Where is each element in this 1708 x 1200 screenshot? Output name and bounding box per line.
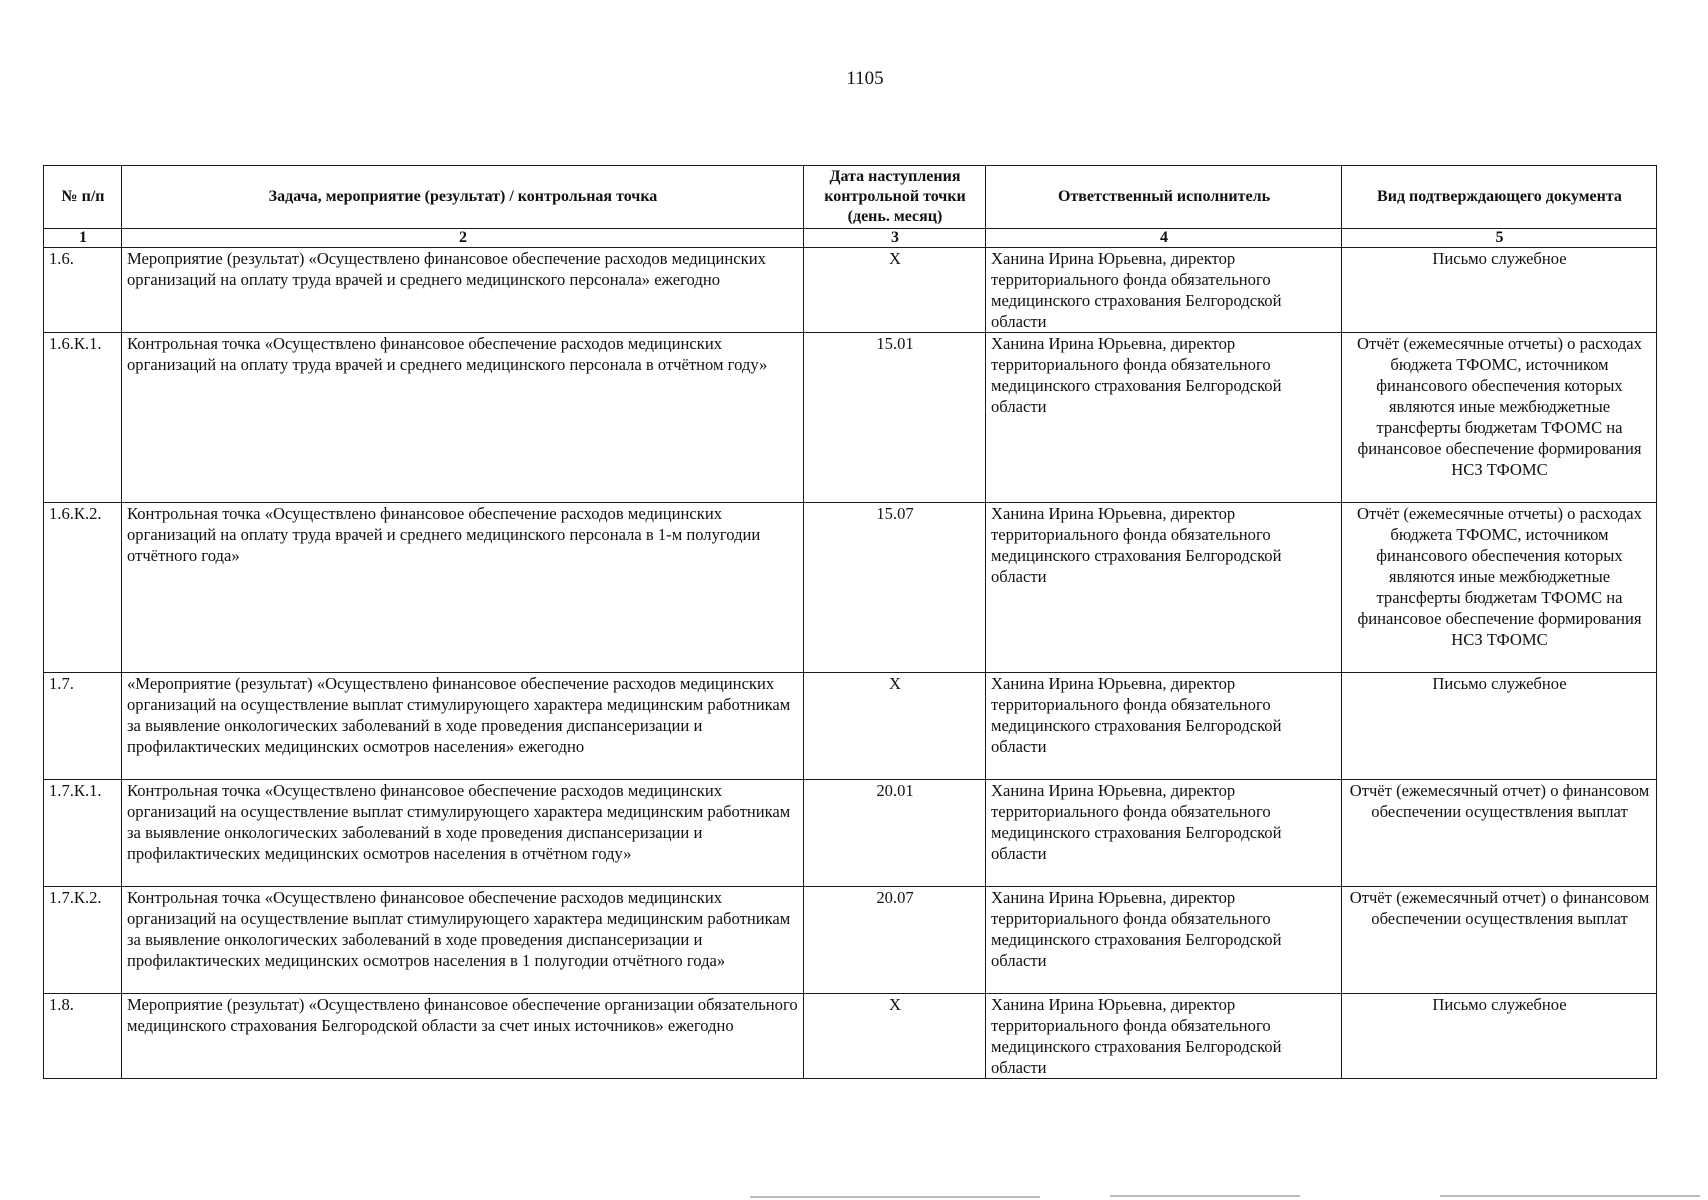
table-row	[44, 994, 1657, 1079]
row-date: 15.07	[804, 503, 986, 673]
table-row	[44, 673, 1657, 780]
header-number: № п/п	[44, 166, 122, 229]
row-document: Письмо служебное	[1342, 248, 1657, 333]
row-number: 1.6.	[44, 248, 122, 333]
row-task: Мероприятие (результат) «Осуществлено финансовое обеспечение организации обязательного медицинского страхования Белгородской области за счет иных источников» ежегодно	[122, 994, 804, 1079]
column-number-1: 1	[44, 229, 122, 248]
row-responsible: Ханина Ирина Юрьевна, директор территориального фонда обязательного медицинского страхования Белгородской области	[986, 673, 1342, 780]
row-task: Мероприятие (результат) «Осуществлено финансовое обеспечение расходов медицинских организаций на оплату труда врачей и среднего медицинского персонала» ежегодно	[122, 248, 804, 333]
table-row	[44, 887, 1657, 994]
row-document: Письмо служебное	[1342, 994, 1657, 1079]
row-date: X	[804, 248, 986, 333]
table-row	[44, 333, 1657, 503]
column-number-4: 4	[986, 229, 1342, 248]
row-responsible: Ханина Ирина Юрьевна, директор территориального фонда обязательного медицинского страхования Белгородской области	[986, 503, 1342, 673]
row-number: 1.8.	[44, 994, 122, 1079]
row-document: Письмо служебное	[1342, 673, 1657, 780]
control-points-table	[43, 165, 1657, 1079]
row-task: Контрольная точка «Осуществлено финансовое обеспечение расходов медицинских организаций на осуществление выплат стимулирующего характера медицинским работникам за выявление онкологических заболеваний в ходе проведения диспансеризации и профилактических медицинских осмотров населения в 1 полугодии отчётного года»	[122, 887, 804, 994]
row-date: 15.01	[804, 333, 986, 503]
row-date: X	[804, 994, 986, 1079]
row-responsible: Ханина Ирина Юрьевна, директор территориального фонда обязательного медицинского страхования Белгородской области	[986, 780, 1342, 887]
column-number-3: 3	[804, 229, 986, 248]
header-task: Задача, мероприятие (результат) / контрольная точка	[122, 166, 804, 229]
table-row	[44, 780, 1657, 887]
row-document: Отчёт (ежемесячный отчет) о финансовом обеспечении осуществления выплат	[1342, 887, 1657, 994]
row-number: 1.7.К.1.	[44, 780, 122, 887]
row-date: 20.07	[804, 887, 986, 994]
scan-artifact-lines	[0, 1194, 1708, 1200]
row-document: Отчёт (ежемесячные отчеты) о расходах бюджета ТФОМС, источником финансового обеспечения которых являются иные межбюджетные трансферты бюджетам ТФОМС на финансовое обеспечение формирования НСЗ ТФОМС	[1342, 333, 1657, 503]
row-responsible: Ханина Ирина Юрьевна, директор территориального фонда обязательного медицинского страхования Белгородской области	[986, 333, 1342, 503]
row-number: 1.7.	[44, 673, 122, 780]
row-task: «Мероприятие (результат) «Осуществлено финансовое обеспечение расходов медицинских организаций на осуществление выплат стимулирующего характера медицинским работникам за выявление онкологических заболеваний в ходе проведения диспансеризации и профилактических медицинских осмотров населения» ежегодно	[122, 673, 804, 780]
row-date: X	[804, 673, 986, 780]
table-row	[44, 503, 1657, 673]
row-number: 1.6.К.2.	[44, 503, 122, 673]
page-number: 1105	[846, 68, 884, 89]
row-task: Контрольная точка «Осуществлено финансовое обеспечение расходов медицинских организаций на осуществление выплат стимулирующего характера медицинским работникам за выявление онкологических заболеваний в ходе проведения диспансеризации и профилактических медицинских осмотров населения в отчётном году»	[122, 780, 804, 887]
header-date: Дата наступления контрольной точки (день. месяц)	[804, 166, 986, 229]
row-responsible: Ханина Ирина Юрьевна, директор территориального фонда обязательного медицинского страхования Белгородской области	[986, 248, 1342, 333]
column-number-2: 2	[122, 229, 804, 248]
header-row	[44, 166, 1657, 229]
row-task: Контрольная точка «Осуществлено финансовое обеспечение расходов медицинских организаций на оплату труда врачей и среднего медицинского персонала в 1-м полугодии отчётного года»	[122, 503, 804, 673]
table-row	[44, 248, 1657, 333]
row-document: Отчёт (ежемесячный отчет) о финансовом обеспечении осуществления выплат	[1342, 780, 1657, 887]
row-document: Отчёт (ежемесячные отчеты) о расходах бюджета ТФОМС, источником финансового обеспечения которых являются иные межбюджетные трансферты бюджетам ТФОМС на финансовое обеспечение формирования НСЗ ТФОМС	[1342, 503, 1657, 673]
row-responsible: Ханина Ирина Юрьевна, директор территориального фонда обязательного медицинского страхования Белгородской области	[986, 994, 1342, 1079]
header-document: Вид подтверждающего документа	[1342, 166, 1657, 229]
row-task: Контрольная точка «Осуществлено финансовое обеспечение расходов медицинских организаций на оплату труда врачей и среднего медицинского персонала в отчётном году»	[122, 333, 804, 503]
row-date: 20.01	[804, 780, 986, 887]
column-number-row	[44, 229, 1657, 248]
header-responsible: Ответственный исполнитель	[986, 166, 1342, 229]
row-number: 1.7.К.2.	[44, 887, 122, 994]
row-responsible: Ханина Ирина Юрьевна, директор территориального фонда обязательного медицинского страхования Белгородской области	[986, 887, 1342, 994]
column-number-5: 5	[1342, 229, 1657, 248]
row-number: 1.6.К.1.	[44, 333, 122, 503]
